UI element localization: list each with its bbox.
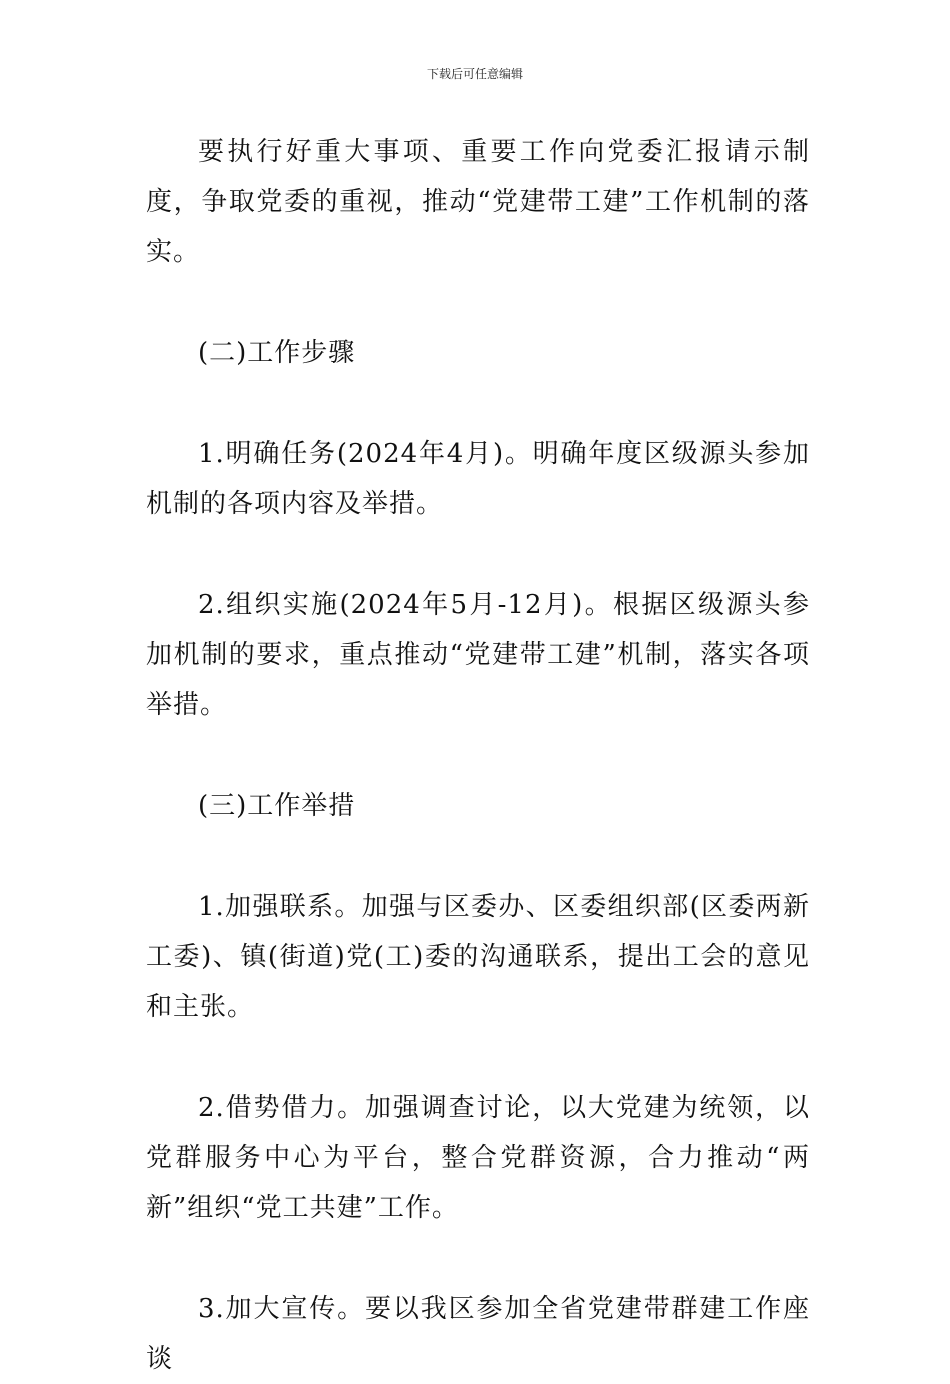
- section-heading-work-measures: (三)工作举措: [198, 791, 356, 821]
- paragraph-gap: [146, 730, 810, 781]
- paragraph-gap: [146, 277, 810, 328]
- paragraph-gap: [146, 529, 810, 580]
- document-body: [146, 127, 810, 1384]
- paragraph-gap: [146, 1233, 810, 1284]
- paragraph-gap: [146, 1032, 810, 1083]
- paragraph-gap: [146, 378, 810, 429]
- paragraph-step-2: 2.组织实施(2024年5月-12月)。根据区级源头参加机制的要求，重点推动“党建带工建”机制，落实各项举措。: [146, 590, 810, 720]
- paragraph-reporting-system: 要执行好重大事项、重要工作向党委汇报请示制度，争取党委的重视，推动“党建带工建”工作机制的落实。: [146, 137, 810, 267]
- paragraph-step-1: 1.明确任务(2024年4月)。明确年度区级源头参加机制的各项内容及举措。: [146, 439, 810, 519]
- paragraph-measure-1: 1.加强联系。加强与区委办、区委组织部(区委两新工委)、镇(街道)党(工)委的沟通联系，提出工会的意见和主张。: [146, 892, 810, 1022]
- section-heading-work-steps: (二)工作步骤: [198, 338, 356, 368]
- paragraph-measure-3: 3.加大宣传。要以我区参加全省党建带群建工作座谈: [146, 1294, 810, 1374]
- header-note: 下载后可任意编辑: [426, 67, 523, 81]
- paragraph-gap: [146, 831, 810, 882]
- paragraph-measure-2: 2.借势借力。加强调查讨论，以大党建为统领，以党群服务中心为平台，整合党群资源，合力推动“两新”组织“党工共建”工作。: [146, 1093, 810, 1223]
